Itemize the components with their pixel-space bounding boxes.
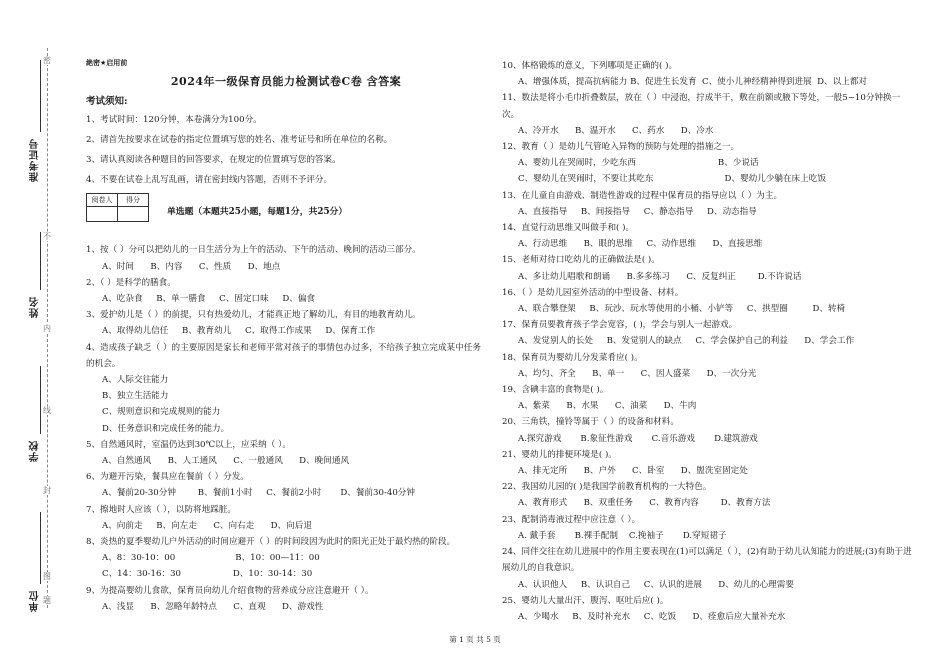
score-cell (118, 207, 149, 222)
question-stem: 1、按（ ）分可以把幼儿的一日生活分为上午的活动、下午的活动、晚间的活动三部分。 (86, 245, 421, 256)
question-stem: 15、老师对待口吃幼儿的正确做法是( )。 (502, 255, 660, 266)
underline (40, 366, 41, 434)
question-options: C、14：30-16：30 D、10：30-14：30 (102, 569, 313, 580)
question-options: A、增强体质，提高抗病能力 B、促进生长发育 C、使小儿神经精神得到进展 D、以上都对 (518, 77, 868, 88)
label-school: 学校 (30, 440, 41, 462)
question-stem: 19、含碘丰富的食物是( )。 (502, 385, 609, 396)
seal-word: 线 (43, 406, 51, 415)
notice-title: 考试须知: (86, 96, 128, 108)
seal-word: 内 (43, 324, 51, 333)
score-cell (87, 207, 118, 222)
question-stem: 21、婴幼儿的排便环境是( )。 (502, 449, 617, 460)
score-row (86, 193, 486, 222)
question-stem: 12、教育（ ）是幼儿气管呛入异物的预防与处理的措施之一。 (502, 142, 740, 153)
question-options: A、紫菜 B、水果 C、油菜 D、牛肉 (518, 401, 697, 412)
question-stem: 4、造成孩子缺乏（ ）的主要原因是家长和老师平常对孩子的事情包办过多，不给孩子独立完成某中任务的机会。 (86, 342, 481, 369)
seal-word: 题 (43, 596, 51, 605)
score-header-score: 得分 (118, 194, 149, 207)
binding-strip (0, 0, 60, 671)
label-name: 姓名 (30, 296, 41, 318)
question-stem: 18、保育员为婴幼儿分发菜肴应( )。 (502, 352, 643, 363)
question-options: A、均匀、齐全 B、单一 C、因人盛菜 D、一次分光 (518, 368, 757, 379)
score-header-grader: 阅卷人 (87, 194, 118, 207)
seal-word: 图 (43, 572, 51, 581)
label-exam-number: 准考证号 (30, 138, 41, 182)
underline (40, 512, 41, 584)
question-stem: 9、为提高婴幼儿食欲，保育员向幼儿介绍食物的营养成分应注意避开（ ）。 (86, 585, 374, 596)
question-stem: 11、数法是将小毛巾折叠数层，放在（ ）中浸泡，拧成半干，敷在前额或腋下等处，一般5~10分钟换一次。 (502, 93, 901, 120)
question-options: A、人际交往能力 (102, 375, 169, 386)
question-options: A、取得幼儿信任 B、教育幼儿 C、取得工作成果 D、保育工作 (102, 326, 376, 337)
question-stem: 10、体格锻炼的意义，下列哪项是正确的( )。 (502, 61, 678, 71)
question-list-left (86, 242, 486, 615)
label-unit: 单位 (30, 590, 41, 612)
question-options: A、教育形式 B、双重任务 C、教育内容 D、教育方法 (518, 498, 771, 509)
left-column (86, 58, 486, 615)
question-options: C、规则意识和完成规则的能力 (102, 407, 221, 418)
seal-word: 封 (43, 486, 51, 495)
question-stem: 24、同伴交往在幼儿进展中的作用主要表现在(1)可以满足（ ），(2)有助于幼儿认知能力的进展;(3)有助于进展幼儿的自我意识。 (502, 547, 912, 574)
notice-item: 3、请认真阅读各种题目的回答要求，在规定的位置填写您的答案。 (86, 155, 341, 166)
page-footer: 第 1 页 共 5 页 (449, 635, 501, 644)
right-column (502, 58, 917, 625)
question-options: A、婴幼儿在哭闹时，少吃东西 B、少说话 (518, 158, 759, 169)
question-stem: 6、为避开污染，餐具应在餐前（ ）分发。 (86, 472, 249, 483)
score-table (86, 193, 149, 222)
page-title: 2024年一级保育员能力检测试卷C卷 含答案 (170, 75, 402, 88)
notice-list (86, 113, 486, 187)
question-options: A、向前走 B、向左走 C、向右走 D、向后退 (102, 520, 312, 531)
question-options: A、冷开水 B、温开水 C、药水 D、冷水 (518, 125, 714, 136)
question-stem: 7、擦地时人应该（ ），以防将地踩脏。 (86, 504, 236, 515)
seal-word: 密 (43, 56, 51, 65)
question-list-right (502, 58, 917, 625)
question-options: A、认识他人 B、认识自己 C、认识的进展 D、幼儿的心理需要 (518, 579, 794, 590)
question-stem: 5、自然通风时，室温仍达到30℃以上，应采纳（ ）。 (86, 439, 291, 450)
question-options: A. 戴手套 B.裸手配制 C.挽袖子 D.穿短裙子 (518, 530, 727, 541)
question-options: A、直接指导 B、间接指导 C、静态指导 D、动态指导 (518, 206, 757, 217)
notice-item: 2、请首先按要求在试卷的指定位置填写您的姓名、准考证号和所在单位的名称。 (86, 135, 393, 146)
question-stem: 25、婴幼儿大量出汗、腹泻、呕吐后应( )。 (502, 595, 669, 606)
section-title: 单选题（本题共25小题，每题1分，共25分） (167, 207, 348, 218)
question-stem: 16、（ ）是幼儿园室外活动的中型设备、材料。 (502, 287, 684, 298)
question-options: A、8：30-10：00 B、10：00—11：00 (102, 553, 320, 564)
question-options: A、联合攀登架 B、玩沙、玩水等使用的小桶、小铲等 C、拱型圈 D、转椅 (518, 304, 846, 315)
question-options: A、多让幼儿唱歌和朗诵 B.多多练习 C、反复纠正 D.不许说话 (518, 271, 802, 282)
question-options: A、行动思维 B、眼的思维 C、动作思维 D、直接思维 (518, 239, 763, 250)
question-options: A、排无定所 B、户外 C、卧室 D、盥洗室固定处 (518, 466, 748, 477)
notice-item: 1、考试时间：120分钟，本卷满分为100分。 (86, 115, 262, 126)
question-options: A、少喝水 B、及时补充水 C、吃饭 D、痊愈后应大量补充水 (518, 611, 786, 622)
question-options: B、独立生活能力 (102, 391, 169, 402)
question-stem: 8、炎热的夏季婴幼儿户外活动的时间应避开（ ）的时间段因为此时的阳光正处于最灼热的阶段。 (86, 537, 456, 548)
question-options: D、任务意识和完成任务的能力。 (102, 423, 230, 434)
question-stem: 2、（ ）是科学的膳食。 (86, 277, 176, 288)
question-options: A、发觉别人的长处 B、发觉别人的缺点 C、学会保护自己的利益 D、学会工作 (518, 336, 855, 347)
underline (40, 232, 41, 290)
question-stem: 20、三角铁，撞铃等属于（ ）的设备和材料。 (502, 417, 679, 428)
question-options: A、吃杂食 B、单一膳食 C、固定口味 D、偏食 (102, 294, 316, 305)
question-options: C、婴幼儿在哭闹时，不要让其吃东 D、婴幼儿少躺在床上吃饭 (518, 174, 826, 185)
question-stem: 23、配制消毒液过程中应注意（ ）。 (502, 514, 641, 525)
question-options: A.探究游戏 B.象征性游戏 C.音乐游戏 D.建筑游戏 (518, 433, 758, 444)
question-options: A、餐前20-30分钟 B、餐前1小时 C、餐前2小时 D、餐前30-40分钟 (102, 488, 415, 499)
notice-item: 4、不要在试卷上乱写乱画，请在密封线内答题，否则不予评分。 (86, 175, 333, 186)
question-options: A、时间 B、内容 C、性质 D、地点 (102, 261, 281, 272)
question-stem: 13、在儿童自由游戏、制造性游戏的过程中保育员的指导应以（ ）为主。 (502, 190, 783, 201)
secret-mark: 絶密★启用前 (86, 59, 128, 67)
question-stem: 22、我国幼儿园的( )是我国学前教育机构的一大特色。 (502, 482, 712, 493)
underline (40, 60, 41, 132)
question-stem: 3、爱护幼儿是（ ）的前提，只有热爱幼儿，才能真正地了解幼儿，有目的地教育幼儿。 (86, 310, 421, 321)
question-options: A、自然通风 B、人工通风 C、一般通风 D、晚间通风 (102, 456, 350, 467)
question-stem: 14、直觉行动思维又叫做手和( )。 (502, 223, 635, 234)
seal-word: 不 (43, 232, 51, 241)
question-options: A、浅显 B、忽略年龄特点 C、直观 D、游戏性 (102, 601, 324, 612)
question-stem: 17、保育员要教育孩子学会宽容，( )，学会与别人一起游戏。 (502, 320, 738, 331)
